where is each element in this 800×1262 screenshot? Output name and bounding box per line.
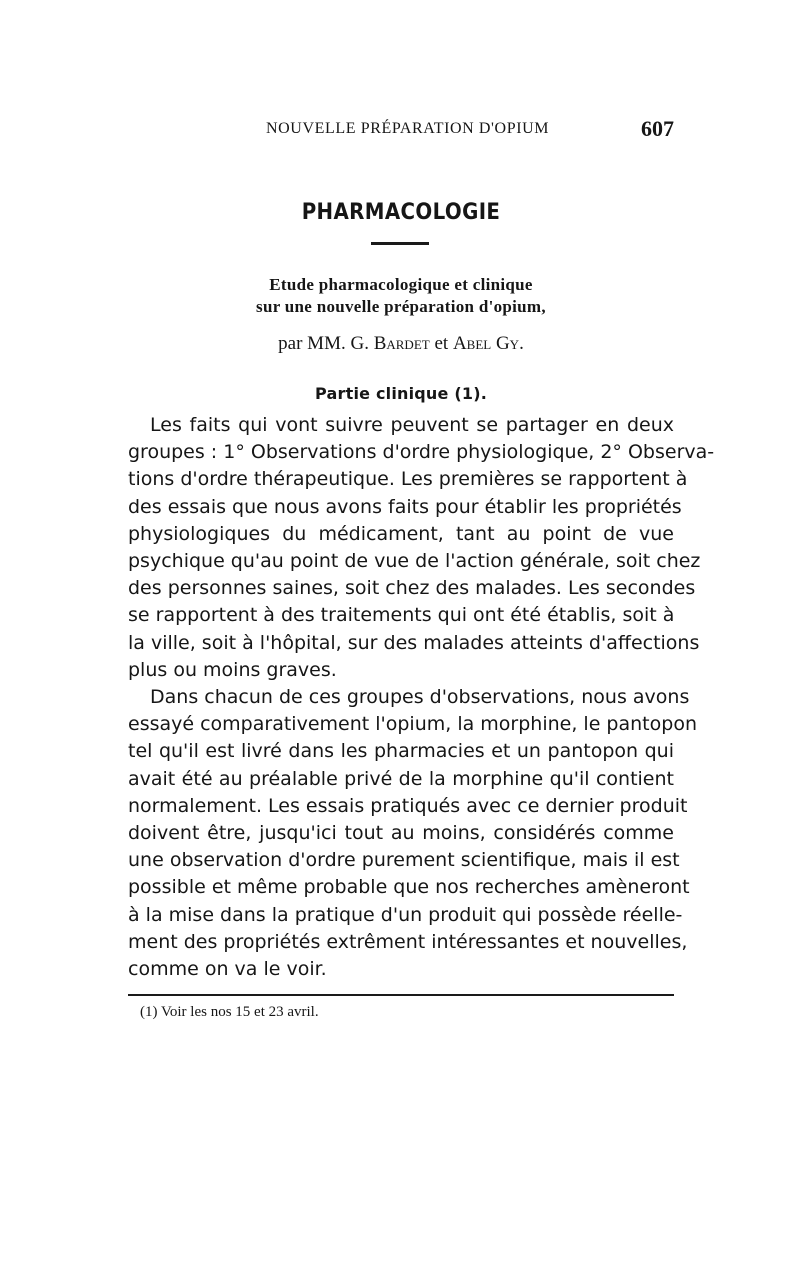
body-line: Les faits qui vont suivre peuvent se partager en deux [150, 414, 674, 436]
body-line: tel qu'il est livré dans les pharmacies et un pantopon qui [128, 740, 674, 763]
body-line: des essais que nous avons faits pour établir les propriétés [128, 495, 682, 518]
body-line: des personnes saines, soit chez des malades. Les secondes [128, 577, 696, 600]
paragraph-1 [128, 412, 715, 684]
body-line: essayé comparativement l'opium, la morphine, le pantopon [128, 713, 697, 736]
document-page [128, 108, 715, 1068]
title-divider [371, 242, 429, 245]
body-line: tions d'ordre thérapeutique. Les premières se rapportent à [128, 468, 688, 491]
body-line: comme on va le voir. [128, 958, 327, 981]
body-line: avait été au préalable privé de la morphine qu'il contient [128, 767, 674, 790]
authors-suffix: . [519, 333, 524, 354]
author-1: Bardet [373, 333, 430, 354]
body-line: normalement. Les essais pratiqués avec ce dernier produit [128, 794, 688, 817]
footnote-divider [128, 994, 674, 996]
body-line: la ville, soit à l'hôpital, sur des malades atteints d'affections [128, 631, 700, 654]
body-line: plus ou moins graves. [128, 658, 337, 681]
authors-prefix: par MM. G. [278, 333, 369, 354]
author-2: Abel Gy [452, 333, 520, 354]
body-line: groupes : 1° Observations d'ordre physiologique, 2° Observa- [128, 441, 715, 464]
article-title [128, 274, 674, 318]
body-line: doivent être, jusqu'ici tout au moins, considérés comme [128, 822, 674, 845]
running-title: NOUVELLE PRÉPARATION D'OPIUM [266, 120, 550, 137]
article-title-line-2: sur une nouvelle préparation d'opium, [256, 297, 546, 316]
body-line: une observation d'ordre purement scientifique, mais il est [128, 849, 680, 872]
paragraph-2 [128, 684, 697, 983]
body-line: possible et même probable que nos recherches amèneront [128, 876, 690, 899]
footnote: (1) Voir les nos 15 et 23 avril. [140, 1004, 319, 1020]
body-line: se rapportent à des traitements qui ont été établis, soit à [128, 604, 675, 627]
article-title-line-1: Etude pharmacologique et clinique [269, 275, 533, 294]
body-line: physiologiques du médicament, tant au point de vue [128, 522, 674, 545]
section-title: PHARMACOLOGIE [301, 200, 501, 225]
body-line: ment des propriétés extrêment intéressantes et nouvelles, [128, 930, 688, 953]
running-header [128, 116, 674, 146]
body-line: à la mise dans la pratique d'un produit qui possède réelle- [128, 903, 683, 926]
body-line: psychique qu'au point de vue de l'action générale, soit chez [128, 550, 701, 573]
article-authors [128, 333, 674, 355]
authors-connector: et [434, 333, 449, 354]
body-line: Dans chacun de ces groupes d'observations, nous avons [150, 686, 690, 709]
body-text [128, 412, 715, 983]
part-heading: Partie clinique (1). [315, 384, 487, 403]
page-number: 607 [641, 116, 674, 141]
